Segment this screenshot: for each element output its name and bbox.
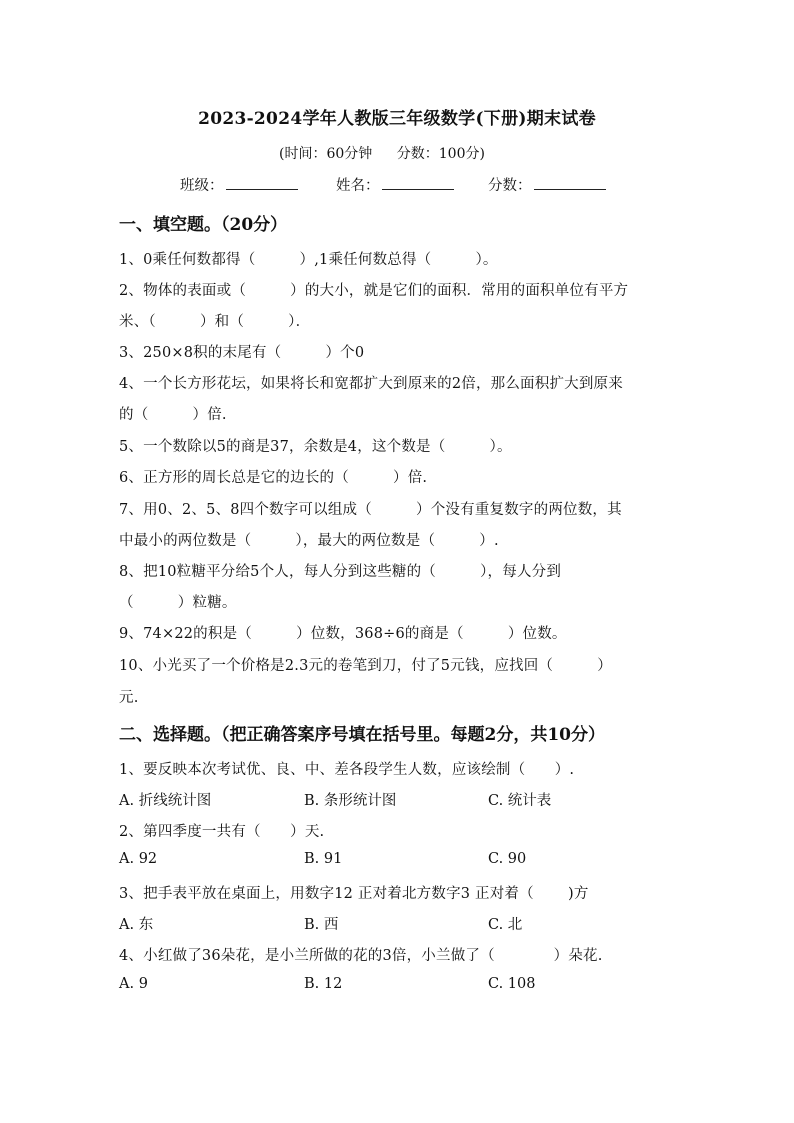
- student-info-row: [0, 174, 794, 196]
- fill-line: 7、用0、2、5、8四个数字可以组成（ ）个没有重复数字的两位数，其: [119, 502, 622, 518]
- fill-line: 9、74×22的积是（ ）位数，368÷6的商是（ ）位数。: [119, 626, 567, 642]
- name-field: [336, 174, 454, 195]
- option-c[interactable]: C. 北: [488, 917, 523, 933]
- class-field: [180, 174, 298, 195]
- choice-question: 4、小红做了36朵花，是小兰所做的花的3倍，小兰做了（ ）朵花.: [119, 948, 603, 964]
- option-a[interactable]: A. 东: [119, 917, 154, 933]
- fill-line: 1、0乘任何数都得（ ）,1乘任何数总得（ ）。: [119, 252, 498, 268]
- fill-line: 米、（ ）和（ ）．: [119, 314, 311, 330]
- fill-line: 5、一个数除以5的商是37，余数是4，这个数是（ ）。: [119, 439, 512, 455]
- fill-line: 4、一个长方形花坛，如果将长和宽都扩大到原来的2倍，那么面积扩大到原来: [119, 376, 623, 392]
- fill-line: 6、正方形的周长总是它的边长的（ ）倍.: [119, 470, 428, 486]
- score-label: 分数：: [488, 178, 532, 194]
- fill-line: 10、小光买了一个价格是2.3元的卷笔到刀，付了5元钱，应找回（ ）: [119, 658, 612, 674]
- fill-line: 3、250×8积的末尾有（ ）个0: [119, 345, 365, 361]
- fill-line: 的（ ）倍.: [119, 407, 227, 423]
- exam-title: 2023-2024学年人教版三年级数学(下册)期末试卷: [198, 109, 596, 129]
- fill-line: 8、把10粒糖平分给5个人，每人分到这些糖的（ ），每人分到: [119, 564, 562, 580]
- option-b[interactable]: B. 条形统计图: [304, 793, 397, 809]
- option-c[interactable]: C. 90: [488, 851, 527, 867]
- fill-line: 中最小的两位数是（ ），最大的两位数是（ ）.: [119, 533, 499, 549]
- option-b[interactable]: B. 91: [304, 851, 343, 867]
- class-blank[interactable]: [226, 174, 298, 190]
- choice-question: 3、把手表平放在桌面上，用数字12 正对着北方数字3 正对着（ )方: [119, 886, 589, 902]
- score-blank[interactable]: [534, 174, 606, 190]
- option-c[interactable]: C. 108: [488, 976, 536, 992]
- choice-question: 2、第四季度一共有（ ）天.: [119, 824, 325, 840]
- time-limit: (时间：60分钟: [279, 146, 373, 162]
- choice-question: 1、要反映本次考试优、良、中、差各段学生人数，应该绘制（ ）.: [119, 762, 575, 778]
- option-c[interactable]: C. 统计表: [488, 793, 552, 809]
- exam-subtitle: [0, 143, 764, 163]
- fill-line: 2、物体的表面或（ ）的大小，就是它们的面积．常用的面积单位有平方: [119, 283, 629, 299]
- section-1-title: 一、填空题。（20分）: [119, 215, 288, 235]
- class-label: 班级：: [180, 178, 224, 194]
- fill-line: 元.: [119, 690, 139, 706]
- option-a[interactable]: A. 92: [119, 851, 158, 867]
- section-2-title: 二、选择题。（把正确答案序号填在括号里。每题2分，共10分）: [119, 725, 605, 745]
- option-b[interactable]: B. 西: [304, 917, 339, 933]
- name-label: 姓名：: [336, 178, 380, 194]
- option-a[interactable]: A. 9: [119, 976, 148, 992]
- option-b[interactable]: B. 12: [304, 976, 343, 992]
- name-blank[interactable]: [382, 174, 454, 190]
- fill-line: （ ）粒糖。: [119, 595, 237, 611]
- score-field: [488, 174, 606, 195]
- option-a[interactable]: A. 折线统计图: [119, 793, 212, 809]
- total-score: 分数：100分): [396, 146, 485, 162]
